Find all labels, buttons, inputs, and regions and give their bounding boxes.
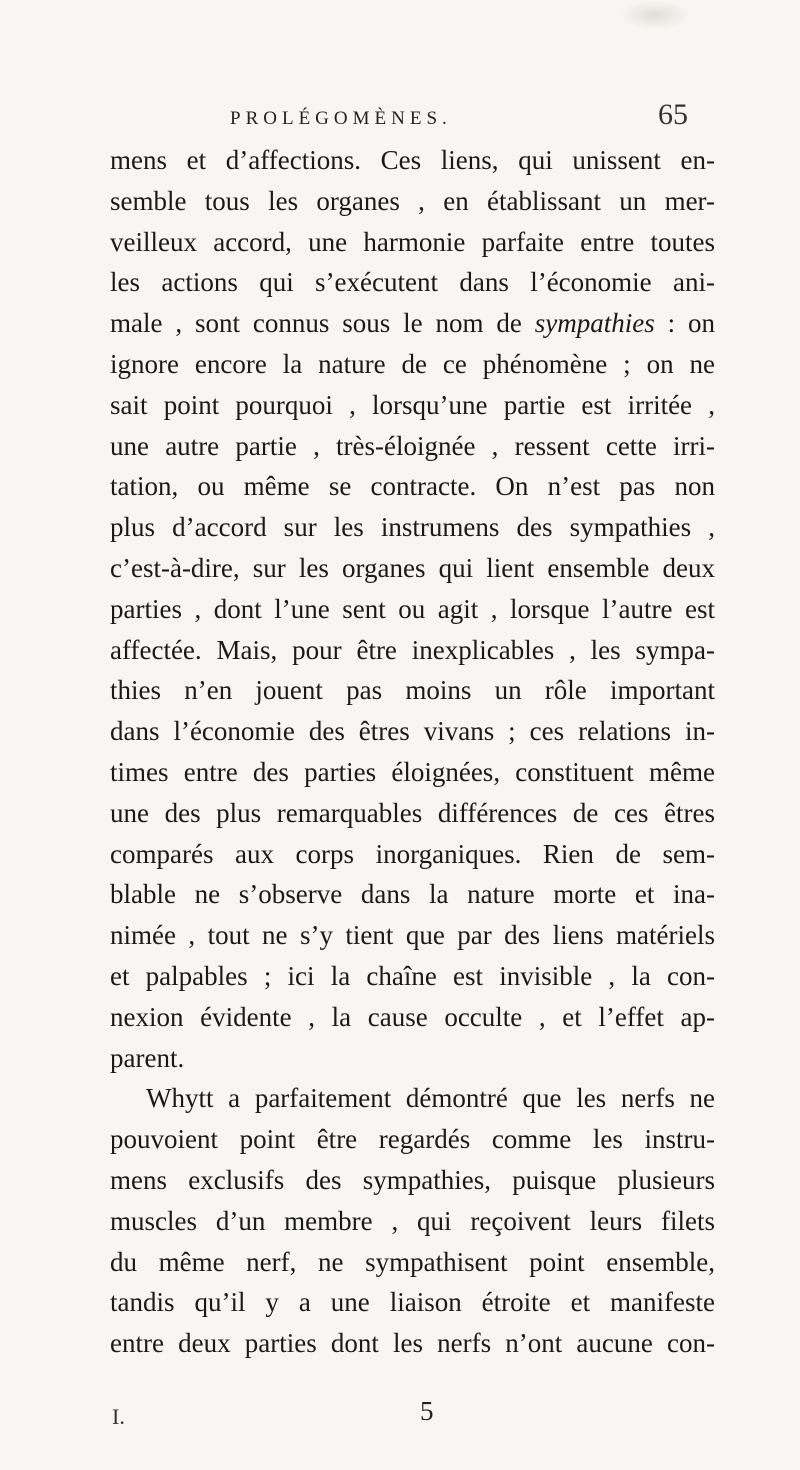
text-line: thies n’en jouent pas moins un rôle important — [110, 675, 715, 706]
italic-term: sympathies — [534, 308, 655, 339]
text-line: les actions qui s’exécutent dans l’économie ani- — [110, 267, 715, 298]
text-line: dans l’économie des êtres vivans ; ces relations in- — [110, 716, 715, 747]
text-line: blable ne s’observe dans la nature morte et ina- — [110, 879, 715, 910]
text-line: ignore encore la nature de ce phénomène ; on ne — [110, 348, 715, 379]
text-line: parties , dont l’une sent ou agit , lorsque l’autre est — [110, 593, 715, 624]
text-line: c’est-à-dire, sur les organes qui lient ensemble deux — [110, 552, 715, 583]
signature-mark: I. — [112, 1404, 125, 1429]
text-line: entre deux parties dont les nerfs n’ont aucune con- — [110, 1328, 715, 1359]
text-line: mens exclusifs des sympathies, puisque plusieurs — [110, 1164, 715, 1195]
text-line: une autre partie , très-éloignée , ressent cette irri- — [110, 430, 715, 461]
text-line: mens et d’affections. Ces liens, qui unissent en- — [110, 145, 715, 175]
text-line: et palpables ; ici la chaîne est invisible , la con- — [110, 960, 715, 991]
text-line: male , sont connus sous le nom de sympathies : on — [110, 308, 715, 339]
text-line: semble tous les organes , en établissant un mer- — [110, 185, 715, 216]
text-line: tandis qu’il y a une liaison étroite et manifeste — [110, 1287, 715, 1318]
text-line: nimée , tout ne s’y tient que par des liens matériels — [110, 920, 715, 951]
running-head: PROLÉGOMÈNES. — [230, 108, 452, 129]
body-text — [110, 140, 715, 1364]
text-line: comparés aux corps inorganiques. Rien de sem- — [110, 838, 715, 869]
text-line: plus d’accord sur les instrumens des sympathies , — [110, 512, 715, 543]
text-line: veilleux accord, une harmonie parfaite entre toutes — [110, 226, 715, 257]
page-number: 65 — [658, 98, 688, 131]
text-line: pouvoient point être regardés comme les instru- — [110, 1124, 715, 1155]
text-line: muscles d’un membre , qui reçoivent leurs filets — [110, 1205, 715, 1236]
text-line: du même nerf, ne sympathisent point ensemble, — [110, 1246, 715, 1277]
text-line: Whytt a parfaitement démontré que les nerfs ne — [146, 1083, 715, 1114]
text-line: tation, ou même se contracte. On n’est pas non — [110, 471, 715, 502]
text-line: affectée. Mais, pour être inexplicables , les sympa- — [110, 634, 715, 665]
text-line: nexion évidente , la cause occulte , et l’effet ap- — [110, 1001, 715, 1032]
gathering-mark: 5 — [420, 1396, 434, 1426]
text-line: sait point pourquoi , lorsqu’une partie est irritée , — [110, 389, 715, 420]
text-line: parent. — [110, 1042, 185, 1073]
text-line: une des plus remarquables différences de ces êtres — [110, 797, 715, 828]
text-line: times entre des parties éloignées, constituent même — [110, 756, 715, 787]
page-smudge — [620, 0, 690, 30]
